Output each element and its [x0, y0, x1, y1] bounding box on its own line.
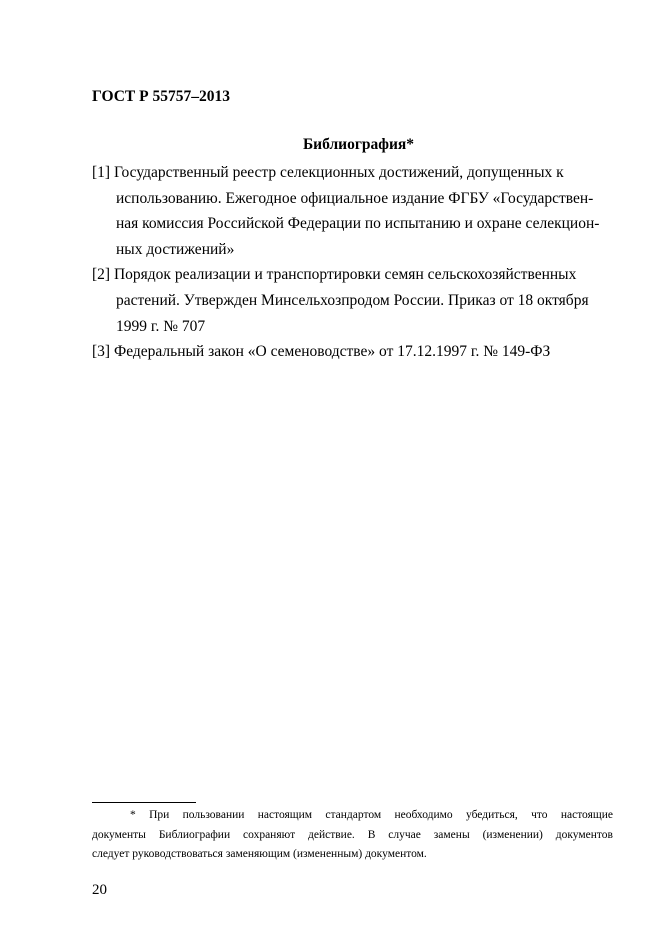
- bibliography-entry-2: [92, 262, 622, 339]
- page-number: 20: [92, 882, 107, 898]
- bibliography-title-text: Библиография*: [302, 136, 415, 153]
- footnote-separator: [92, 802, 196, 803]
- footnote: [92, 806, 613, 865]
- footnote-line: * При пользовании настоящим стандартом необходимо убедиться, что настоящие: [130, 809, 613, 821]
- bibliography-title: [0, 135, 661, 155]
- footnote-line: следует руководствоваться заменяющим (измененным) документом.: [92, 848, 427, 860]
- bibliography-list: [92, 160, 622, 365]
- bibliography-entry-3: [92, 339, 622, 365]
- bibliography-entry-line: растений. Утвержден Минсельхозпродом России. Приказ от 18 октября: [116, 291, 589, 309]
- bibliography-entry-line: [2] Порядок реализации и транспортировки семян сельскохозяйственных: [92, 266, 577, 284]
- footnote-line: документы Библиографии сохраняют действие. В случае замены (изменении) документов: [92, 828, 613, 841]
- bibliography-entry-line: [1] Государственный реестр селекционных достижений, допущенных к: [92, 164, 564, 181]
- bibliography-entry-line: [3] Федеральный закон «О семеноводстве» от 17.12.1997 г. № 149-ФЗ: [92, 343, 551, 361]
- bibliography-entry-line: использованию. Ежегодное официальное издание ФГБУ «Государствен-: [116, 189, 594, 207]
- bibliography-entry-line: ных достижений»: [116, 240, 235, 258]
- bibliography-entry-line: ная комиссия Российской Федерации по испытанию и охране селекцион-: [116, 215, 600, 233]
- bibliography-entry-1: [92, 160, 622, 262]
- document-code-header: ГОСТ Р 55757–2013: [92, 88, 230, 105]
- bibliography-entry-line: 1999 г. № 707: [116, 317, 206, 335]
